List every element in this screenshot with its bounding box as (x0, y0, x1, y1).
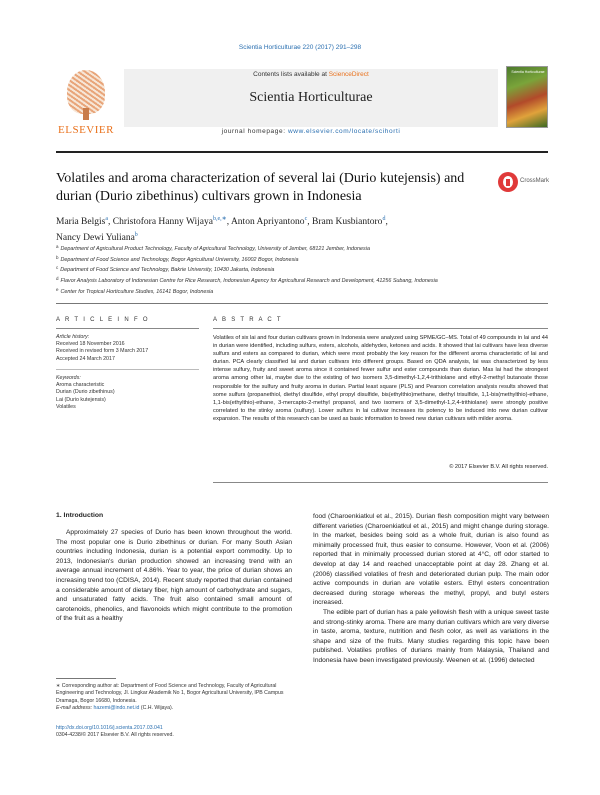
publisher-name: ELSEVIER (58, 124, 114, 136)
elsevier-logo[interactable] (56, 60, 116, 138)
corresponding-author-text: ∗ Corresponding author at: Department of Food Science and Technology, Faculty of Agricultural Engineering and Technology, Jl. Lingkar Akademik No 1, Bogor Agricultural University, IPB Campus Dramaga, Bogor 16680, Indonesia. (56, 683, 284, 704)
sciencedirect-link[interactable]: ScienceDirect (328, 71, 369, 78)
cover-title: Scientia Horticulturae (511, 70, 545, 74)
abstract-text: Volatiles of six lai and four durian cultivars grown in Indonesia were analyzed using SPME/GC–MS. Total of 49 compounds in lai and 44 in durian were identified, including sulfurs, esters, alcohols, aldehydes, ketones and acids. It showed that lai cultivars have less diverse sulfurs and esters as compared to durian, which were most probably the key reason for the different aroma characteristic of lai and durian. PCA clearly classified lai and durian cultivars into different groups. Based on QDA analysis, lai was characterized by less intense sulfury, fruity and sweet aroma since it contained fewer sulfur and ester compounds than durian. Mas lai had the strongest aroma among other lai, maybe due to the existing of two isomers 3,5-dimethyl-1,2,4-trithiolane and ethyl-2-methyl butanoate those responsible for the sulfury and fruity aroma in durian. Partial least square (PLS) and Pearson correlation analysis results showed that some sulfurs (propanethiol, diethyl disulfide, ethyl propyl disulfide, bis(ethylthio)methane, diethyl trisulfide, 1,1-bis(methylthio)-ethane, 1,1-bis(ethylthio)-ethane, 3-mercapto-2-methyl propanol, and two isomers of 3,5-dimethyl-1,2,4-trithiolane) were strongly positive correlated to the stinky aroma (sulfury). Lower sulfurs in lai cultivar increases its potency to be induced into new durian cultivar expansion. The results of this research can be used as basic information to breed new durian cultivars with milder aroma. (213, 335, 548, 422)
abstract-copyright: © 2017 Elsevier B.V. All rights reserved. (449, 464, 548, 470)
affiliation-sup: c (56, 265, 59, 271)
history-label: Article history: (56, 334, 90, 340)
affiliation-text: Department of Food Science and Technology, Bakrie University, 10430 Jakarta, Indonesia (60, 267, 275, 274)
paragraph: The edible part of durian has a pale yellowish flesh with a unique sweet taste and strong-stinky aroma. There are many durian cultivars which are very diverse in taste, aroma, texture, nutrition and flesh color, as well as variations in the shape and size of the fruits. Many studies regarding this topic have been published. Volatiles profiles of durians mainly from Malaysia, Thailand and Indonesia have been investigated previously. Weenen et al. (1996) detected (313, 608, 549, 664)
body-text-right (313, 512, 549, 666)
paragraph: Approximately 27 species of Durio has been known throughout the world. The most popular one is Durio zibethinus or durian. For many South Asian countries including Indonesia, durian is a potential export commodity. Up to 2013, Indonesian's durian production showed an increasing trend with an average annual increment of 4.86%. Year to year, the price of durian shows an increasing trend too (CDISA, 2014). Recent study reported that durian contained a considerable amount of dietary fiber, high amount of carbohydrate and sugars, and unsaturated fatty acids. The fruit also contained small amount of carotenoids, phenolics, and flavonoids which might contribute to the promotion of the fruit as a healthy (56, 529, 292, 623)
abstract-rule (213, 328, 548, 329)
author-sup[interactable]: a (105, 216, 109, 222)
email-suffix: (C.H. Wijaya). (140, 705, 174, 712)
section-heading-introduction: 1. Introduction (56, 512, 104, 519)
author[interactable]: Maria Belgis (56, 217, 106, 228)
affiliation (56, 254, 548, 265)
author-sup[interactable]: b,e,∗ (213, 216, 227, 222)
affiliation (56, 286, 548, 297)
keyword: Durian (Durio zibethinus) (56, 389, 115, 396)
affiliation-sup: e (56, 286, 59, 292)
author-list: Maria Belgis$^a$, Christofora Hanny Wijaya$^{b,e,∗}$, Anton Apriyantono$^c$, Bram Kusbiantoro$^d$, Nancy Dewi Yuliana$^b$ (56, 216, 388, 244)
affiliation (56, 275, 548, 286)
crossmark-badge[interactable] (498, 172, 550, 194)
homepage-link[interactable]: www.elsevier.com/locate/scihorti (288, 128, 401, 135)
affiliation-list (56, 243, 548, 297)
keyword: Lai (Durio kutejensis) (56, 396, 106, 403)
doi-link[interactable]: http://dx.doi.org/10.1016/j.scienta.2017.03.041 (56, 725, 163, 731)
contents-line (124, 71, 498, 78)
homepage-prefix: journal homepage: (221, 128, 286, 135)
author-sup[interactable]: c (304, 216, 308, 222)
affiliation-sup: a (56, 244, 59, 249)
affiliation-sup: b (56, 254, 59, 260)
affiliation-text: Department of Food Science and Technology, Bogor Agricultural University, 16002 Bogor, Indonesia (60, 256, 299, 263)
keyword: Aroma characteristic (56, 382, 105, 389)
article-history (56, 334, 199, 363)
tree-trunk-icon (83, 108, 89, 120)
journal-title: Scientia Horticulturae (249, 90, 373, 105)
body-text-left (56, 528, 292, 624)
crossmark-icon (498, 172, 518, 192)
author[interactable]: Christofora Hanny Wijaya (112, 217, 213, 228)
affiliation (56, 264, 548, 275)
article-info-rule (56, 328, 199, 329)
abstract-heading: A B S T R A C T (213, 317, 283, 323)
body-column-left (56, 512, 292, 624)
email-link[interactable]: hazemi@indo.net.id (93, 705, 140, 712)
keywords-label: Keywords: (56, 375, 81, 381)
journal-banner (124, 60, 498, 142)
header-divider (56, 303, 548, 304)
crossmark-label: CrossMark (520, 178, 550, 184)
affiliation (56, 243, 548, 254)
issn-line: 0304-4238/© 2017 Elsevier B.V. All rights reserved. (56, 732, 174, 739)
abstract-bottom-rule (213, 482, 548, 483)
journal-citation[interactable]: Scientia Horticulturae 220 (2017) 291–298 (238, 44, 362, 51)
history-received: Received 18 November 2016 (56, 341, 125, 348)
keywords (56, 375, 199, 411)
affiliation-text: Center for Tropical Horticulture Studies, 16141 Bogor, Indonesia (60, 288, 214, 295)
author-sup[interactable]: d (382, 216, 386, 222)
keyword: Volatiles (56, 403, 76, 410)
body-column-right (313, 512, 549, 666)
crossmark-icon-bar (506, 179, 510, 186)
masthead (56, 60, 548, 144)
paragraph: food (Charoenkiatkul et al., 2015). Durian flesh composition might vary between different varieties (Charoenkiatkul et al., 2015) and might change during storage. In the market, besides being sold as a whole fruit, durian is also found as minimally processed fruit, thus easier to consume. However, Voon et al. (2006) reported that in minimally processed durian stored at 4°C, off odor started to develop at day 14 and reached unacceptable point at day 28. Zhang et al. (2006) classified volatiles of fresh and deteriorated durian pulp. The main odor active compounds in durian are volatile esters. Ethyl esters concentration decreased during storage whereas the methyl, propyl, and butyl esters increased. (313, 513, 549, 607)
author[interactable]: Bram Kusbiantoro (311, 217, 383, 228)
article-info-heading: A R T I C L E I N F O (56, 317, 150, 323)
journal-cover-image[interactable] (506, 66, 548, 128)
contents-prefix: Contents lists available at (253, 71, 327, 78)
article-info-separator (56, 369, 199, 370)
history-revised: Received in revised form 3 March 2017 (56, 348, 149, 355)
article-title: Volatiles and aroma characterization of several lai (Durio kutejensis) and durian (Durio zibethinus) cultivars grown in Indonesia (56, 171, 465, 204)
email-label: E-mail address: (56, 705, 93, 712)
footnote-rule (56, 678, 116, 679)
affiliation-text: Flavor Analysis Laboratory of Indonesian Centre for Rice Research, Indonesian Agency for Agricultural Research and Development, 41256 Subang, Indonesia (60, 278, 438, 285)
author-sup[interactable]: b (134, 232, 138, 239)
author[interactable]: Anton Apriyantono (230, 217, 305, 228)
author[interactable]: Nancy Dewi Yuliana (56, 233, 135, 244)
homepage-line (124, 128, 498, 135)
email-line (56, 705, 292, 712)
affiliation-sup: d (56, 276, 59, 282)
history-accepted: Accepted 24 March 2017 (56, 355, 115, 362)
doi-block (56, 725, 292, 740)
masthead-divider (56, 151, 548, 153)
affiliation-text: Department of Agricultural Product Technology, Faculty of Agricultural Technology, University of Jember, 68121 Jember, Indonesia (60, 246, 370, 252)
corresponding-author-footnote (56, 683, 292, 713)
